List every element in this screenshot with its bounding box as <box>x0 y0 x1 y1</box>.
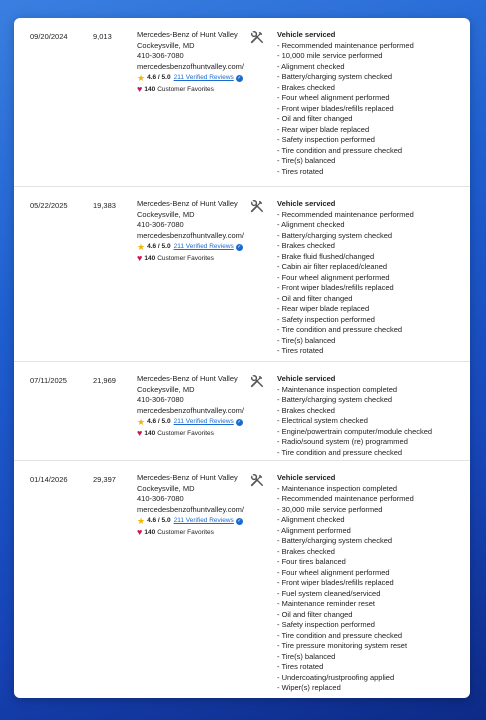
service-item: - Safety inspection performed <box>277 620 375 629</box>
dealer-phone: 410-306-7080 <box>137 494 184 503</box>
customer-favorites <box>137 85 255 96</box>
dealer-rating <box>137 417 255 428</box>
dealer-rating <box>137 73 255 84</box>
verified-check-icon: ✓ <box>237 517 242 524</box>
service-list <box>277 199 467 357</box>
service-item: - Radio/sound system (re) programmed <box>277 437 408 446</box>
service-list <box>277 30 467 177</box>
service-record-row <box>14 187 470 362</box>
service-item: - Four tires balanced <box>277 557 346 566</box>
dealer-info <box>137 199 255 264</box>
heart-icon: ♥ <box>137 428 143 439</box>
service-item: - Four wheel alignment performed <box>277 272 390 282</box>
rating-score: 4.6 / 5.0 <box>147 517 171 524</box>
customer-favorites <box>137 528 255 539</box>
dealer-website: mercedesbenzofhuntvalley.com/ <box>137 61 244 71</box>
service-item: - Wiper(s) replaced <box>277 683 341 692</box>
service-item: - Brakes checked <box>277 241 335 250</box>
service-item: - Four wheel alignment performed <box>277 567 390 577</box>
heart-icon: ♥ <box>137 84 143 95</box>
heart-icon: ♥ <box>137 253 143 264</box>
star-icon: ★ <box>137 72 146 83</box>
service-title: Vehicle serviced <box>277 473 336 482</box>
service-item: - Tire(s) balanced <box>277 651 336 661</box>
customer-favorites <box>137 429 255 440</box>
service-item: - Alignment performed <box>277 525 351 535</box>
service-item: - Rear wiper blade replaced <box>277 304 370 313</box>
service-item: - Tire condition and pressure checked <box>277 630 403 640</box>
service-item: - Recommended maintenance performed <box>277 494 414 503</box>
heart-icon: ♥ <box>137 527 143 538</box>
favorites-count: 140 <box>144 429 156 437</box>
service-item: - Rear wiper blade replaced <box>277 124 370 134</box>
dealer-phone: 410-306-7080 <box>137 51 184 60</box>
service-item: - Maintenance reminder reset <box>277 599 375 608</box>
dealer-city: Cockeysville, MD <box>137 209 195 219</box>
dealer-city: Cockeysville, MD <box>137 483 195 493</box>
verified-reviews-link[interactable]: 211 Verified Reviews <box>173 418 234 425</box>
service-item: - Tires rotated <box>277 346 324 355</box>
service-item: - Four wheel alignment performed <box>277 93 390 102</box>
service-item: - Safety inspection performed <box>277 314 375 324</box>
favorites-count: 140 <box>144 254 156 262</box>
service-item: - Alignment checked <box>277 61 345 71</box>
dealer-phone: 410-306-7080 <box>137 220 184 229</box>
service-record-row <box>14 461 470 698</box>
service-item: - Brakes checked <box>277 82 335 92</box>
service-title: Vehicle serviced <box>277 199 336 208</box>
service-item: - Battery/charging system checked <box>277 72 393 81</box>
service-list <box>277 473 467 694</box>
service-item: - Front wiper blades/refills replaced <box>277 578 394 587</box>
wrench-screwdriver-icon <box>250 30 264 44</box>
service-item: - Brakes checked <box>277 405 335 415</box>
service-mileage: 19,383 <box>93 201 116 210</box>
verified-reviews-link[interactable]: 211 Verified Reviews <box>173 517 234 524</box>
service-item: - Brakes checked <box>277 546 335 556</box>
service-item: - Electrical system checked <box>277 416 368 425</box>
service-record-row <box>14 18 470 187</box>
star-icon: ★ <box>137 241 146 252</box>
rating-score: 4.6 / 5.0 <box>147 74 171 81</box>
wrench-screwdriver-icon <box>250 374 264 388</box>
service-item: - Safety inspection performed <box>277 135 375 144</box>
service-item: - Oil and filter changed <box>277 609 353 619</box>
customer-favorites <box>137 254 255 265</box>
service-mileage: 9,013 <box>93 32 112 41</box>
dealer-name: Mercedes-Benz of Hunt Valley <box>137 30 238 39</box>
star-icon: ★ <box>137 416 146 427</box>
favorites-label: Customer Favorites <box>157 429 214 437</box>
dealer-website: mercedesbenzofhuntvalley.com/ <box>137 230 244 240</box>
service-date: 09/20/2024 <box>30 32 68 41</box>
rating-score: 4.6 / 5.0 <box>147 418 171 425</box>
service-mileage: 21,969 <box>93 376 116 385</box>
dealer-rating <box>137 242 255 253</box>
favorites-label: Customer Favorites <box>157 528 214 536</box>
service-item: - Fuel system cleaned/serviced <box>277 588 381 598</box>
service-item: - Tire(s) balanced <box>277 156 336 165</box>
dealer-website: mercedesbenzofhuntvalley.com/ <box>137 405 244 415</box>
service-item: - Cabin air filter replaced/cleaned <box>277 262 388 271</box>
service-mileage: 29,397 <box>93 475 116 484</box>
service-item: - Tire condition and pressure checked <box>277 447 403 457</box>
verified-check-icon: ✓ <box>237 243 242 250</box>
dealer-name: Mercedes-Benz of Hunt Valley <box>137 473 238 482</box>
dealer-name: Mercedes-Benz of Hunt Valley <box>137 374 238 383</box>
service-title: Vehicle serviced <box>277 30 336 39</box>
dealer-info <box>137 30 255 95</box>
dealer-rating <box>137 516 255 527</box>
service-item: - Tire(s) balanced <box>277 335 336 345</box>
rating-score: 4.6 / 5.0 <box>147 243 171 250</box>
favorites-count: 140 <box>144 528 156 536</box>
dealer-city: Cockeysville, MD <box>137 40 195 50</box>
service-date: 05/22/2025 <box>30 201 68 210</box>
service-item: - 30,000 mile service performed <box>277 504 383 514</box>
service-item: - Brake fluid flushed/changed <box>277 251 375 261</box>
service-item: - Maintenance inspection completed <box>277 483 398 493</box>
service-item: - Battery/charging system checked <box>277 536 393 545</box>
service-title: Vehicle serviced <box>277 374 336 383</box>
service-history-card <box>14 18 470 698</box>
verified-check-icon: ✓ <box>237 74 242 81</box>
verified-reviews-link[interactable]: 211 Verified Reviews <box>173 74 234 81</box>
service-item: - Oil and filter changed <box>277 293 353 303</box>
dealer-info <box>137 473 255 538</box>
service-item: - Recommended maintenance performed <box>277 40 414 50</box>
service-item: - Recommended maintenance performed <box>277 209 414 219</box>
service-item: - Maintenance inspection completed <box>277 384 398 394</box>
wrench-screwdriver-icon <box>250 199 264 213</box>
verified-reviews-link[interactable]: 211 Verified Reviews <box>173 243 234 250</box>
service-item: - Tires rotated <box>277 166 324 176</box>
dealer-website: mercedesbenzofhuntvalley.com/ <box>137 504 244 514</box>
star-icon: ★ <box>137 515 146 526</box>
dealer-phone: 410-306-7080 <box>137 395 184 404</box>
service-item: - Alignment checked <box>277 515 345 524</box>
service-item: - Tire condition and pressure checked <box>277 325 403 334</box>
service-item: - Front wiper blades/refills replaced <box>277 283 394 292</box>
service-item: - Oil and filter changed <box>277 114 353 123</box>
service-date: 07/11/2025 <box>30 376 67 385</box>
dealer-info <box>137 374 255 439</box>
service-item: - Battery/charging system checked <box>277 230 393 240</box>
service-item: - Tires rotated <box>277 662 324 671</box>
dealer-city: Cockeysville, MD <box>137 384 195 394</box>
service-item: - Tire pressure monitoring system reset <box>277 641 408 650</box>
favorites-count: 140 <box>144 85 156 93</box>
service-item: - Tire condition and pressure checked <box>277 145 403 155</box>
verified-check-icon: ✓ <box>237 418 242 425</box>
service-item: - Front wiper blades/refills replaced <box>277 103 394 113</box>
service-date: 01/14/2026 <box>30 475 68 484</box>
service-item: - Engine/powertrain computer/module checked <box>277 426 433 436</box>
service-item: - Battery/charging system checked <box>277 395 393 404</box>
service-record-row <box>14 362 470 461</box>
service-list <box>277 374 467 458</box>
service-item: - Undercoating/rustproofing applied <box>277 672 395 682</box>
favorites-label: Customer Favorites <box>157 254 214 262</box>
service-item: - Alignment checked <box>277 220 345 229</box>
favorites-label: Customer Favorites <box>157 85 214 93</box>
wrench-screwdriver-icon <box>250 473 264 487</box>
dealer-name: Mercedes-Benz of Hunt Valley <box>137 199 238 208</box>
service-item: - 10,000 mile service performed <box>277 51 383 60</box>
